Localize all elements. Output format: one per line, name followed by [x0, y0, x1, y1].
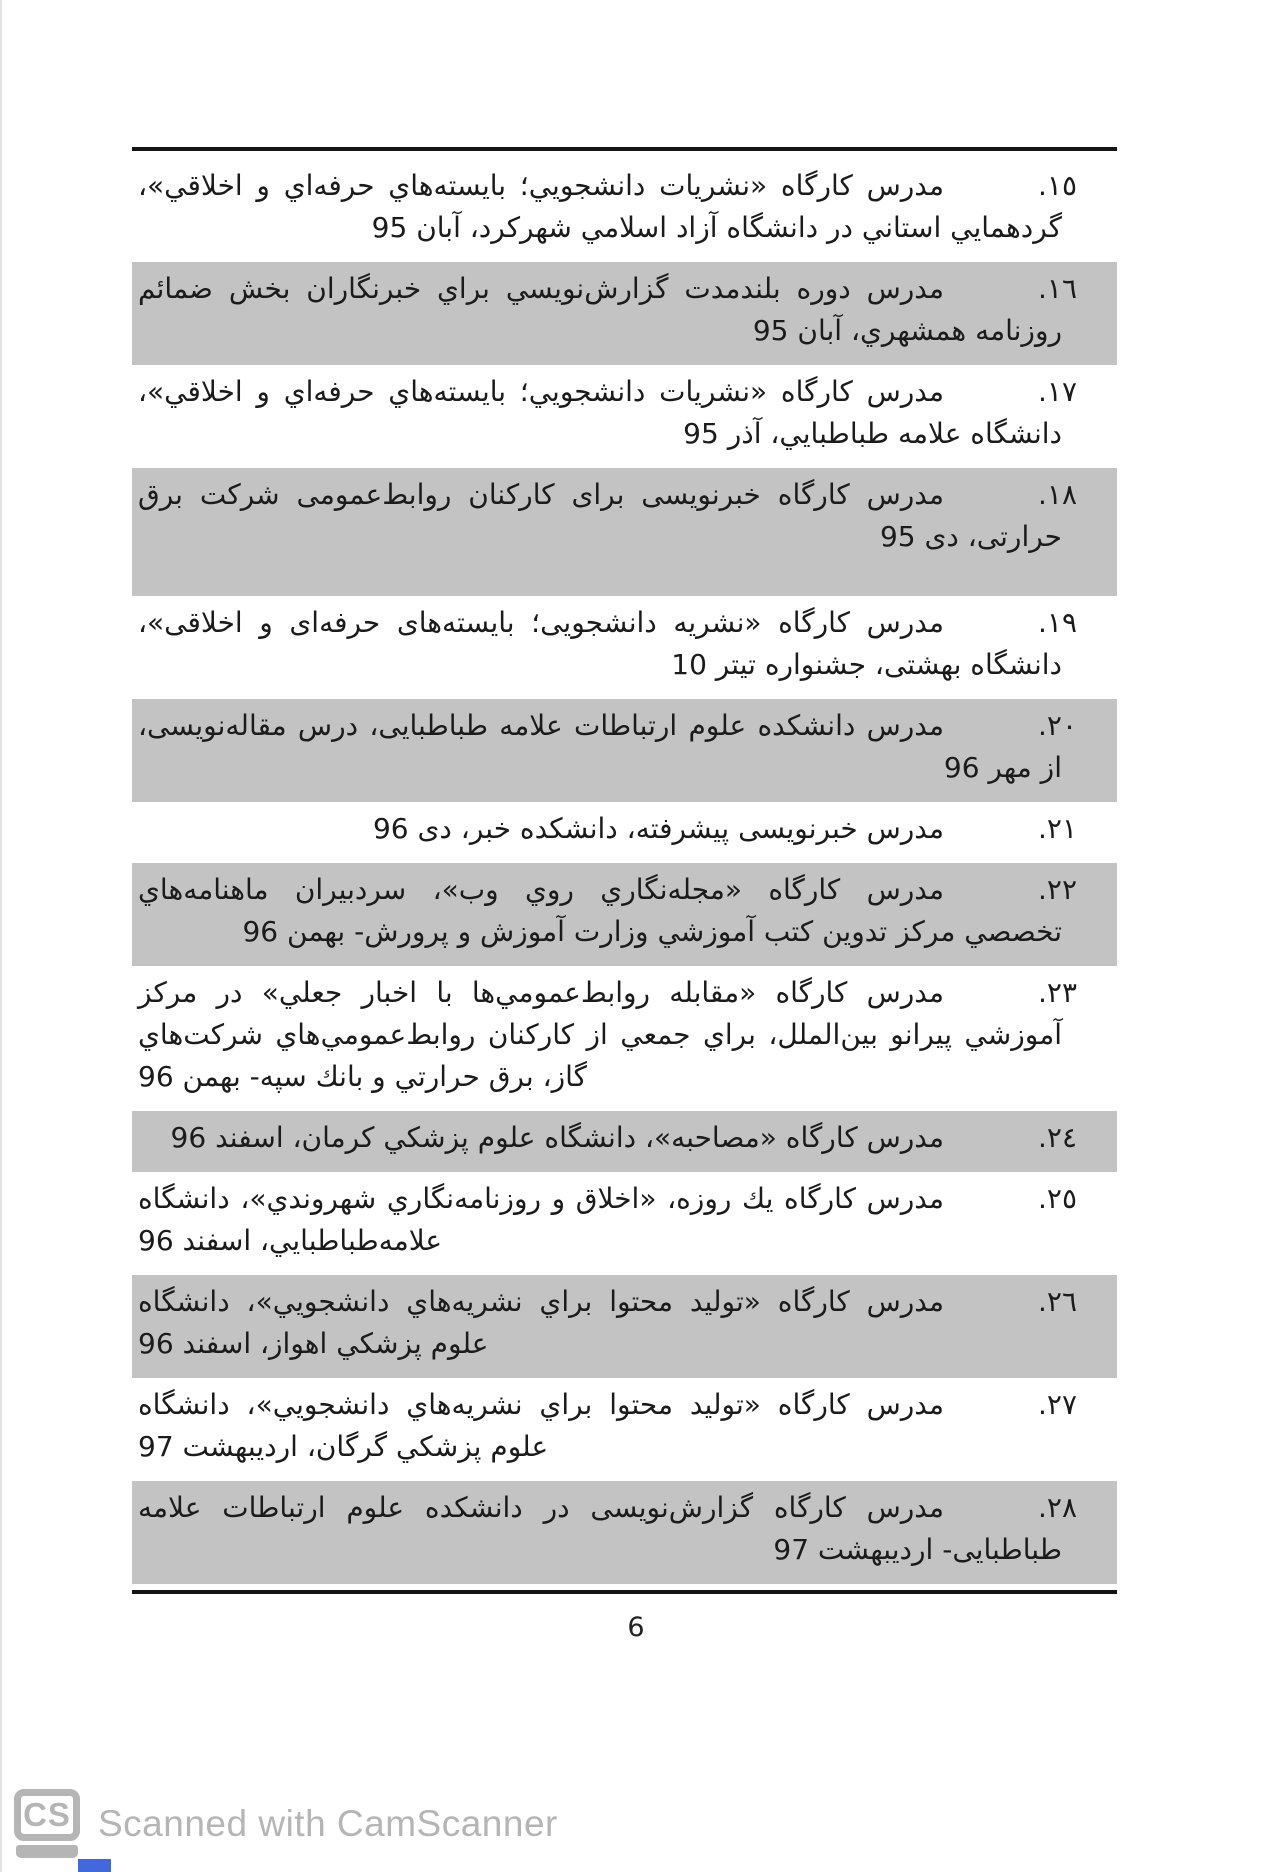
item-number: ١٩.	[1038, 606, 1077, 639]
item-number: ٢٣.	[1038, 976, 1077, 1009]
item-number: ١٦.	[1038, 272, 1077, 305]
list-item	[132, 159, 1117, 262]
camscanner-logo-text: CS	[14, 1789, 80, 1841]
list-item	[132, 863, 1117, 966]
item-number: ١٨.	[1038, 478, 1077, 511]
item-text: مدرس دوره بلندمدت گزارش‌نويسي براي خبرنگاران بخش ضمائم روزنامه همشهري، آبان 95	[138, 272, 1062, 347]
experience-list	[132, 147, 1117, 1594]
list-item	[132, 1481, 1117, 1584]
item-number: ١٥.	[1038, 169, 1077, 202]
item-number: ٢١.	[1038, 812, 1077, 845]
list-item	[132, 1378, 1117, 1481]
item-text: مدرس کارگاه «توليد محتوا براي نشريه‌هاي دانشجويي»، دانشگاه علوم پزشکي اهواز، اسفند 96	[138, 1285, 944, 1360]
item-text: مدرس کارگاه خبرنویسی برای کارکنان روابط‌عمومی شرکت برق حرارتی، دی 95	[138, 478, 1062, 553]
item-number: ٢٦.	[1038, 1285, 1077, 1318]
item-text: مدرس کارگاه «مصاحبه»، دانشگاه علوم پزشکي کرمان، اسفند 96	[170, 1121, 944, 1154]
item-text: مدرس کارگاه «نشريات دانشجويي؛ بايسته‌هاي حرفه‌اي و اخلاقي»، دانشگاه علامه طباطبايي، آذر 95	[138, 375, 1062, 450]
item-text: مدرس کارگاه «توليد محتوا براي نشريه‌هاي دانشجويي»، دانشگاه علوم پزشکي گرگان، اردیبهشت 97	[138, 1388, 944, 1463]
item-text: مدرس کارگاه گزارش‌نویسی در دانشکده علوم ارتباطات علامه طباطبایی- اردیبهشت 97	[138, 1491, 1062, 1566]
list-item	[132, 262, 1117, 365]
camscanner-logo-icon	[14, 1789, 80, 1858]
item-number: ٢٨.	[1038, 1491, 1077, 1524]
list-item	[132, 802, 1117, 863]
item-text: مدرس کارگاه «مجله‌نگاري روي وب»، سردبيران ماهنامه‌هاي تخصصي مرکز تدوين کتب آموزشي وزارت آموزش و پرورش- بهمن 96	[138, 873, 1062, 948]
item-text: مدرس کارگاه «مقابله روابط‌عمومي‌ها با اخبار جعلي» در مرکز آموزشي پيرانو بين‌الملل، براي جمعي از کارکنان روابط‌عمومي‌هاي شرکت‌هاي گاز، برق حرارتي و بانك سپه- بهمن 96	[138, 976, 1062, 1093]
item-text: مدرس کارگاه «نشريات دانشجويي؛ بايسته‌هاي حرفه‌اي و اخلاقي»، گردهمايي استاني در دانشگاه آزاد اسلامي شهرکرد، آبان 95	[138, 169, 1062, 244]
item-number: ٢٠.	[1038, 709, 1077, 742]
camscanner-blue-icon-fragment	[78, 1859, 111, 1872]
item-text: مدرس کارگاه يك روزه، «اخلاق و روزنامه‌نگاري شهروندي»، دانشگاه علامه‌طباطبايي، اسفند 96	[138, 1182, 944, 1257]
camscanner-logo-base	[16, 1845, 78, 1858]
list-item	[132, 966, 1117, 1111]
page-number: 6	[627, 1612, 645, 1643]
list-item	[132, 596, 1117, 699]
list-item	[132, 1275, 1117, 1378]
list-item	[132, 468, 1117, 596]
item-number: ٢٤.	[1038, 1121, 1077, 1154]
item-text: مدرس دانشکده علوم ارتباطات علامه طباطبایی، درس مقاله‌نویسی، از مهر 96	[138, 709, 1062, 784]
list-item	[132, 1172, 1117, 1275]
item-number: ١٧.	[1038, 375, 1077, 408]
camscanner-watermark	[14, 1789, 558, 1858]
item-number: ٢٥.	[1038, 1182, 1077, 1215]
list-item	[132, 1111, 1117, 1172]
list-item	[132, 699, 1117, 802]
item-text: مدرس خبرنویسی پیشرفته، دانشکده خبر، دی 96	[372, 812, 944, 845]
list-item	[132, 365, 1117, 468]
item-number: ٢٧.	[1038, 1388, 1077, 1421]
watermark-text: Scanned with CamScanner	[98, 1802, 558, 1844]
item-number: ٢٢.	[1038, 873, 1077, 906]
item-text: مدرس کارگاه «نشریه دانشجویی؛ بایسته‌های حرفه‌ای و اخلاقی»، دانشگاه بهشتی، جشنواره تیتر 10	[138, 606, 1062, 681]
